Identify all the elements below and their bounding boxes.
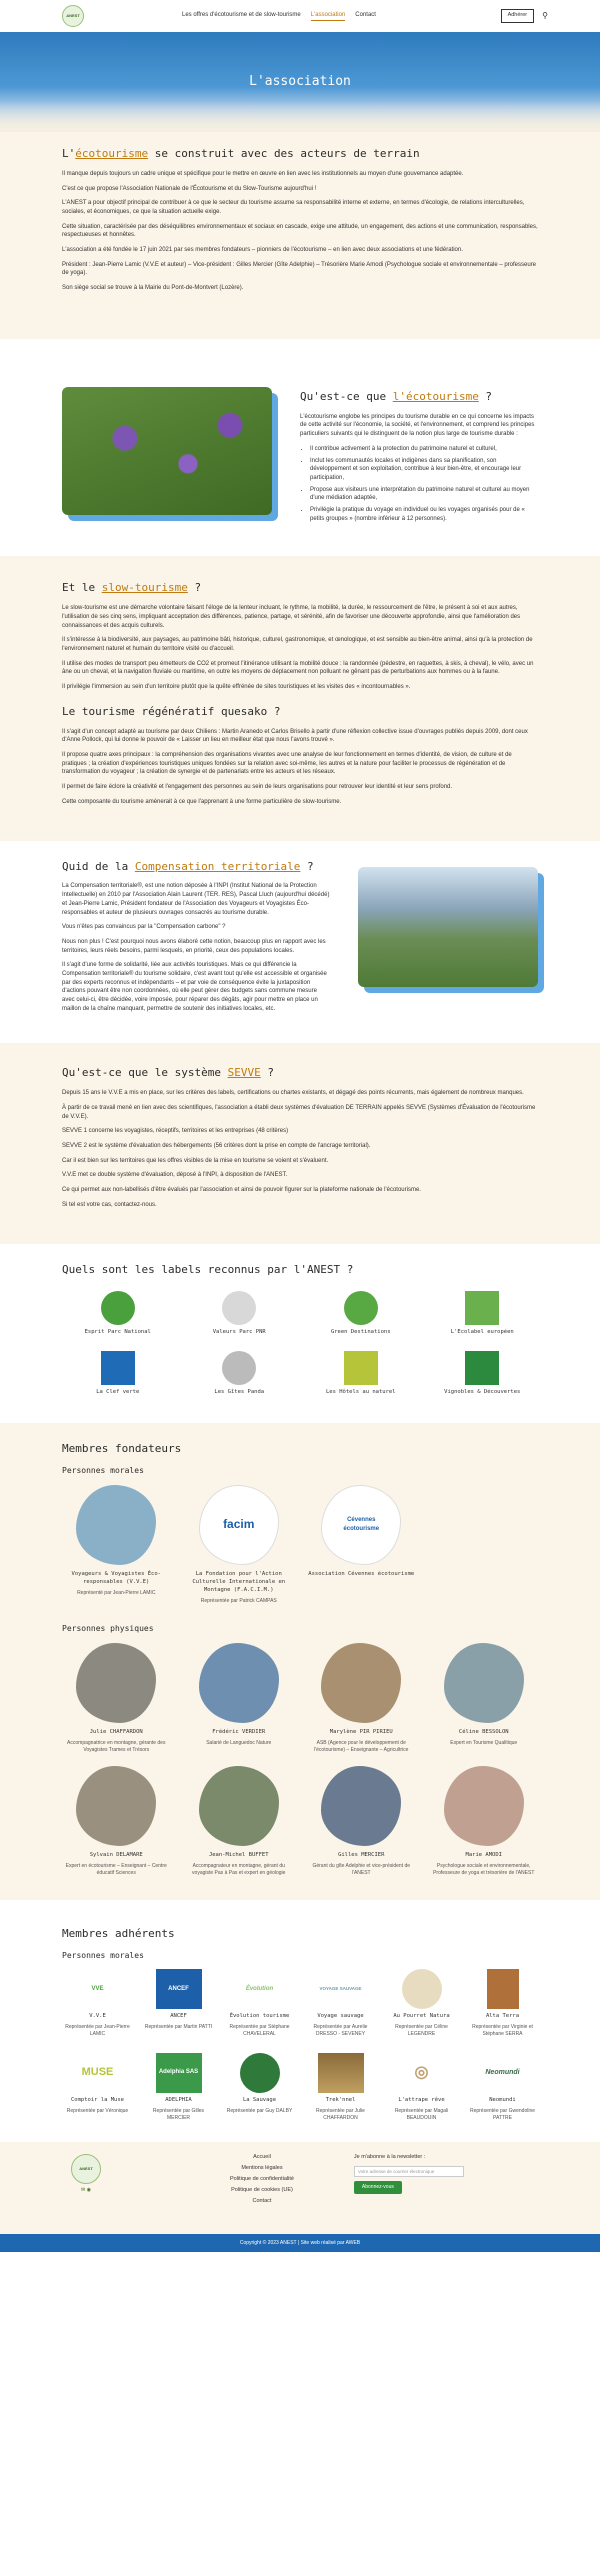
- footer-logo-block: [62, 2154, 110, 2194]
- intro-section: [0, 132, 600, 339]
- intro-p5: L'association a été fondée le 17 juin 2021 par ses membres fondateurs – pionniers de l'écotourisme – en lien avec deux associations et une fédération.: [62, 247, 463, 254]
- mountain-photo: [358, 867, 538, 987]
- nav-offres[interactable]: Les offres d'écotourisme et de slow-tourisme: [182, 12, 301, 19]
- intro-title: L'écotourisme se construit avec des acteurs de terrain: [62, 147, 420, 160]
- member-photo: [76, 1643, 156, 1723]
- intro-p6: Président : Jean-Pierre Lamic (V.V.E et auteur) – Vice-président : Gilles Mercier (Gîte Adelphie) – Trésorière Marie Amodi (Psychologue sociale et environnementale – professeure de yoga).: [62, 261, 537, 277]
- member-logo: [240, 2053, 280, 2093]
- slow-p3: Il utilise des modes de transport peu émetteurs de CO2 et promeut l'itinérance utilisant la mobilité douce : la randonnée (pédestre, en raquettes, à skis, à cheval), le vélo, avec un âne ou un cheval, et la navigation fluviale ou maritime, en outre les moyens de déplacement non polluant ne gênant pas de perturbations aux hommes ou à la faune.: [62, 660, 534, 676]
- member-card: Au Pourret Natura Représentée par Céline LEGENDRE: [386, 1969, 457, 2038]
- member-photo: [444, 1766, 524, 1846]
- member-photo: [199, 1766, 279, 1846]
- main-nav: [182, 11, 376, 21]
- member-photo: [76, 1766, 156, 1846]
- page-title: L'association: [249, 73, 351, 89]
- fondateurs-physiques-grid: [62, 1643, 538, 1878]
- member-photo: [321, 1766, 401, 1846]
- social-icons[interactable]: ✉ ◉: [81, 2187, 91, 2194]
- label-logo: [344, 1291, 378, 1325]
- member-card: Évolution Évolution tourisme Représentée par Stéphane CHAVELERAL: [224, 1969, 295, 2038]
- member-card: ANCEF ANCEF Représentée par Martin PATTI: [143, 1969, 214, 2038]
- label-logo: [465, 1291, 499, 1325]
- member-card: Marylène PIR PIRIEU ASB (Agence pour le développement de l'écotourisme) – Enseignante – Agricultrice: [307, 1643, 416, 1754]
- label-logo: [465, 1351, 499, 1385]
- label-item[interactable]: Les Gîtes Panda: [184, 1351, 296, 1397]
- list-item: • Inclut les communautés locales et indigènes dans sa planification, son développement et son exploitation, contribue à leur bien-être, et encourage leur participation,: [310, 457, 538, 483]
- intro-p3: L'ANEST a pour objectif principal de contribuer à ce que le secteur du tourisme assume sa responsabilité interne et externe, en termes d'écologie, de relations interculturelles, sociales, et économiques, ce que la situation actuelle exige.: [62, 200, 525, 215]
- footer-link-confidentialite[interactable]: Politique de confidentialité: [230, 2176, 294, 2182]
- label-item[interactable]: Valeurs Parc PNR: [184, 1291, 296, 1337]
- compensation-p2: Vous n'êtes pas convaincus par la "Compensation carbone" ?: [62, 924, 226, 931]
- nav-association[interactable]: L'association: [311, 11, 346, 21]
- label-item[interactable]: Esprit Parc National: [62, 1291, 174, 1337]
- facim-logo: facim: [199, 1485, 279, 1565]
- member-card: Julie CHAFFARDON Accompagnatrice en montagne, gérante des Voyagistes Trames et Trésors: [62, 1643, 171, 1754]
- slow-title: Et le slow-tourisme ?: [62, 581, 202, 595]
- regen-p3: Il permet de faire éclore la créativité et l'engagement des personnes au sein de leurs organisations pour retrouver leur identité et leur sens profond.: [62, 784, 453, 791]
- sevve-p1: Depuis 15 ans le V.V.E a mis en place, sur les critères des labels, certifications ou chartes existants, et dégagé des points récurrents, mais également de nombreux manques.: [62, 1090, 524, 1097]
- sevve-p4: SEVVE 2 est le système d'évaluation des hébergements (56 critères dont la prise en compte de l'ancrage territorial).: [62, 1143, 371, 1150]
- adherents-title: Membres adhérents: [62, 1926, 175, 1940]
- compensation-section: [0, 841, 600, 1044]
- label-item[interactable]: La Clef verte: [62, 1351, 174, 1397]
- label-item[interactable]: Green Destinations: [305, 1291, 417, 1337]
- member-card: VVE V.V.E Représentée par Jean-Pierre LAMIC: [62, 1969, 133, 2038]
- footer-logo[interactable]: ANEST: [71, 2154, 101, 2184]
- slow-p2: Il s'intéresse à la biodiversité, aux paysages, au patrimoine bâti, historique, culturel, gastronomique, et œnologique, et est sensible au bien-être animal, ainsi qu'à la protection de l'environnement naturel et humain du territoire visité ou d'accueil.: [62, 637, 533, 652]
- sevve-p2: À partir de ce travail mené en lien avec des scientifiques, l'association a établi deux systèmes d'évaluation DE TERRAIN appelés SEVVE (Systèmes d'Évaluation de l'écotourisme de V.V.E).: [62, 1105, 536, 1120]
- member-logo: Adelphia SAS: [156, 2053, 202, 2093]
- sevve-title: Qu'est-ce que le système SEVVE ?: [62, 1066, 274, 1080]
- label-item[interactable]: Les Hôtels au naturel: [305, 1351, 417, 1397]
- sevve-p5: Car il est bien sur les territoires que les offres visibles de la mise en tourisme se voient et s'évaluent.: [62, 1157, 329, 1164]
- intro-p2: C'est ce que propose l'Association Nationale de l'Écotourisme et du Slow-Tourisme aujourd'hui !: [62, 185, 317, 192]
- member-card: Céline BESSOLON Expert en Tourisme Qualitique: [430, 1643, 539, 1754]
- member-card: ◎ L'attrape rêve Représentée par Magali BEAUDOUIN: [386, 2053, 457, 2122]
- member-photo: [199, 1643, 279, 1723]
- member-logo: Neomundi: [485, 2068, 520, 2076]
- list-item: • Propose aux visiteurs une interprétation du patrimoine naturel et culturel au moyen d'une médiation adaptée,: [310, 486, 538, 503]
- member-logo: [487, 1969, 519, 2009]
- newsletter-subscribe-button[interactable]: Abonnez-vous: [354, 2181, 402, 2194]
- anest-logo[interactable]: ANEST: [62, 5, 84, 27]
- regen-p1: Il s'agit d'un concept adapté au tourisme par deux Chiliens : Martin Aranedo et Carlos Brisello à partir d'une réflexion collective issue d'ouvrages publiés depuis 2009, dont ceux d'Anne Pollock, qui lui donne le pouvoir de « Laisser un lieu en meilleur état que nous l'avons trouvé ».: [62, 728, 528, 744]
- member-logo: ANCEF: [156, 1969, 202, 2009]
- compensation-title: Quid de la Compensation territoriale ?: [62, 859, 314, 873]
- member-card: Marie AMODI Psychologue sociale et environnementale, Professeure de yoga et trésorière de l'ANEST: [430, 1766, 539, 1877]
- fondateurs-section: [0, 1423, 600, 1899]
- label-logo: [222, 1291, 256, 1325]
- member-logo: VOYAGE SAUVAGE: [319, 1985, 362, 1991]
- slow-section: [0, 556, 600, 840]
- member-photo: [444, 1643, 524, 1723]
- member-logo: VVE: [91, 1985, 104, 1992]
- list-item: • Il contribue activement à la protection du patrimoine naturel et culturel,: [310, 445, 538, 454]
- regen-p2: Il propose quatre axes principaux : la compréhension des organisations vivantes avec une analyse de leur fonctionnement en termes d'identité, de vision, de culture et de pratiques ; la création d'expériences touristiques uniques fondées sur la relation avec soi-même, les autres et la nature pour faciliter le processus de régénération et de transformation du voyageur ; la création de synergie et de partenariats entre les acteurs et les réseaux.: [62, 752, 512, 776]
- footer-link-mentions[interactable]: Mentions légales: [241, 2165, 283, 2172]
- member-card: Frédéric VERDIER Salarié de Languedoc Nature: [185, 1643, 294, 1754]
- member-card: Trek'nnel Représentée par Julie CHAFFARDON: [305, 2053, 376, 2122]
- regen-p4: Cette composante du tourisme amènerait à ce que l'apprenant à une forme particulière de slow-tourisme.: [62, 798, 342, 805]
- list-item: • Privilégie la pratique du voyage en individuel ou les voyages organisés pour de « petits groupes » (nombre inférieur à 12 personnes).: [310, 506, 538, 523]
- member-photo: [76, 1485, 156, 1565]
- label-logo: [344, 1351, 378, 1385]
- label-item[interactable]: L'Ecolabel européen: [427, 1291, 539, 1337]
- labels-grid: [62, 1291, 538, 1397]
- member-photo: [321, 1643, 401, 1723]
- adherents-section: [0, 1900, 600, 2142]
- compensation-p1: La Compensation territoriale®, est une notion déposée à l'INPI (Institut National de la Protection Intellectuelle) en 2010 par l'Association Alain Laurent (TER. RES), Pascal Lluch (aujourd'hui décédé) et Jean-Pierre Lamic, Président fondateur de l'Association des Voyageurs et Voyagistes Éco-responsables et auteur de plusieurs ouvrages consacrés au tourisme durable.: [62, 883, 330, 916]
- fondateurs-physiques-title: Personnes physiques: [62, 1624, 154, 1634]
- flowers-photo: [62, 387, 272, 515]
- adherer-button[interactable]: Adhérer: [501, 9, 535, 23]
- adherents-morales-title: Personnes morales: [62, 1950, 144, 1960]
- footer-link-accueil[interactable]: Accueil: [253, 2154, 271, 2161]
- regen-title: Le tourisme régénératif quesako ?: [62, 704, 281, 718]
- member-card: Alta Terra Représentée par Virginie et Stéphane SERRA: [467, 1969, 538, 2038]
- member-card: Gilles MERCIER Gérant du gîte Adelphie et vice-président de l'ANEST: [307, 1766, 416, 1877]
- sevve-p3: SEVVE 1 concerne les voyagistes, réceptifs, territoires et les entreprises (48 critères): [62, 1128, 289, 1135]
- member-logo: [318, 2053, 364, 2093]
- slow-p1: Le slow-tourisme est une démarche volontaire faisant l'éloge de la lenteur incluant, le rythme, la mobilité, la durée, le ressourcement de l'être, le présent à soi et aux autres, l'utilisation de ses cinq sens, impliquant acceptation des différences, patience, partage, et sérénité, afin de favoriser une découverte approfondie, ainsi que l'amélioration des connaissances et des acquis culturels.: [62, 605, 521, 629]
- member-logo: MUSE: [81, 2065, 114, 2078]
- compensation-p3: Nous non plus ! C'est pourquoi nous avons élaboré cette notion, beaucoup plus en rapport avec les territoires, leurs réels besoins, parmi lesquels, en priorité, ceux des populations locales.: [62, 938, 326, 954]
- sevve-p6: V.V.E met ce double système d'évaluation, déposé à l'INPI, à disposition de l'ANEST.: [62, 1172, 288, 1179]
- member-logo: Évolution: [245, 1985, 274, 1992]
- ecotourisme-section: [0, 339, 600, 557]
- hero-mountains: [0, 102, 600, 132]
- sevve-section: [0, 1043, 600, 1243]
- intro-p4: Cette situation, caractérisée par des déséquilibres environnementaux et sociaux en cascade, exige une attitude, un engagement, des actions et une communication, responsables, respectueuses et honnêtes.: [62, 223, 538, 239]
- footer: [0, 2142, 600, 2234]
- member-card: Adelphia SAS ADELPHIA Représentée par Gilles MERCIER: [143, 2053, 214, 2122]
- label-logo: [222, 1351, 256, 1385]
- member-logo: [402, 1969, 442, 2009]
- adherents-grid: [62, 1969, 538, 2122]
- member-card: Jean-Michel BUFFET Accompagnateur en montagne, gérant du voyagiste Pas à Pas et expert en géologie: [185, 1766, 294, 1877]
- member-card: Neomundi Neomundi Représentée par Gwendoline PATTRE: [467, 2053, 538, 2122]
- labels-section: [0, 1244, 600, 1424]
- compensation-p4: Il s'agit d'une forme de solidarité, liée aux activités touristiques. Mais ce qui différencie la Compensation territoriale® du tourisme solidaire, c'est avant tout qu'elle est accessible et organisée par des experts reconnus et indépendants – et par voie de conséquence évite la juxtaposition d'actions pouvant être non coordonnées, où elle peut gérer des budgets sans commune mesure avec celui-ci, être décidée, voire imposée, pour réparer des dégâts, agir pour mettre en place un maillon de la chaîne manquant, permettre de soutenir des initiatives locales, etc.: [62, 962, 327, 1012]
- intro-p7: Son siège social se trouve à la Mairie du Pont-de-Montvert (Lozère).: [62, 285, 244, 292]
- slow-p4: Il privilégie l'immersion au sein d'un territoire plutôt que la quête effrénée de sites touristiques et les visites des « incontournables ».: [62, 684, 411, 691]
- ecotourisme-list: [310, 445, 538, 524]
- member-card: Cévennes écotourisme Association Cévennes écotourisme: [307, 1485, 416, 1605]
- sevve-p7: Ce qui permet aux non-labellisés d'être évalués par l'association et ainsi de pouvoir figurer sur la plateforme nationale de l'écotourisme.: [62, 1187, 421, 1194]
- search-icon[interactable]: ⚲: [542, 11, 548, 21]
- fondateurs-title: Membres fondateurs: [62, 1442, 182, 1456]
- intro-p1: Il manque depuis toujours un cadre unique et spécifique pour le mettre en œuvre en lien avec les institutionnels au moyen d'une gouvernance adaptée.: [62, 170, 464, 177]
- footer-link-contact[interactable]: Contact: [252, 2197, 272, 2204]
- label-logo: [101, 1351, 135, 1385]
- ecotourisme-p1: L'écotourisme englobe les principes du tourisme durable en ce qui concerne les impacts de cette activité sur l'économie, la société, et l'environnement, et comprend les principes particuliers suivants qui le distinguent de la notion plus large de tourisme durable :: [300, 413, 535, 438]
- newsletter-label: Je m'abonne à la newsletter :: [353, 2154, 426, 2161]
- ecotourisme-title: Qu'est-ce que l'écotourisme ?: [300, 389, 493, 403]
- newsletter-block: [354, 2154, 464, 2194]
- fondateurs-morales-grid: [62, 1485, 538, 1605]
- newsletter-email-input[interactable]: Votre adresse de courrier électronique: [354, 2166, 464, 2177]
- dreamcatcher-icon: ◎: [414, 2064, 429, 2081]
- member-card: La Sauvage Représentée par Guy DALBY: [224, 2053, 295, 2122]
- member-card: VOYAGE SAUVAGE Voyage sauvage Représentée par Aurelie DRESSO - SEVENEY: [305, 1969, 376, 2038]
- footer-links: [230, 2154, 294, 2209]
- footer-link-cookies[interactable]: Politique de cookies (UE): [231, 2186, 293, 2193]
- member-card: Sylvain DELAMARE Expert en écotourisme – Enseignant – Centre éducatif Sciences: [62, 1766, 171, 1877]
- member-card: MUSE Comptoir la Muse Représentée par Véronique: [62, 2053, 133, 2122]
- fondateurs-morales-title: Personnes morales: [62, 1466, 144, 1476]
- labels-title: Quels sont les labels reconnus par l'ANEST ?: [62, 1262, 354, 1276]
- label-logo: [101, 1291, 135, 1325]
- sevve-p8[interactable]: Si tel est votre cas, contactez-nous.: [62, 1201, 157, 1208]
- top-nav-bar: [0, 0, 600, 32]
- copyright-bar: Copyright © 2023 ANEST | Site web réalisé par AWEB: [0, 2234, 600, 2252]
- label-item[interactable]: Vignobles & Découvertes: [427, 1351, 539, 1397]
- hero-banner: [0, 32, 600, 132]
- member-card: Voyageurs & Voyagistes Éco-responsables (V.V.E) Représenté par Jean-Pierre LAMIC: [62, 1485, 171, 1605]
- member-card: facim La Fondation pour l'Action Culturelle Internationale en Montagne (F.A.C.I.M.) Représentée par Patrick CAMPAS: [185, 1485, 294, 1605]
- nav-contact[interactable]: Contact: [355, 12, 376, 19]
- cevennes-logo: Cévennes écotourisme: [321, 1485, 401, 1565]
